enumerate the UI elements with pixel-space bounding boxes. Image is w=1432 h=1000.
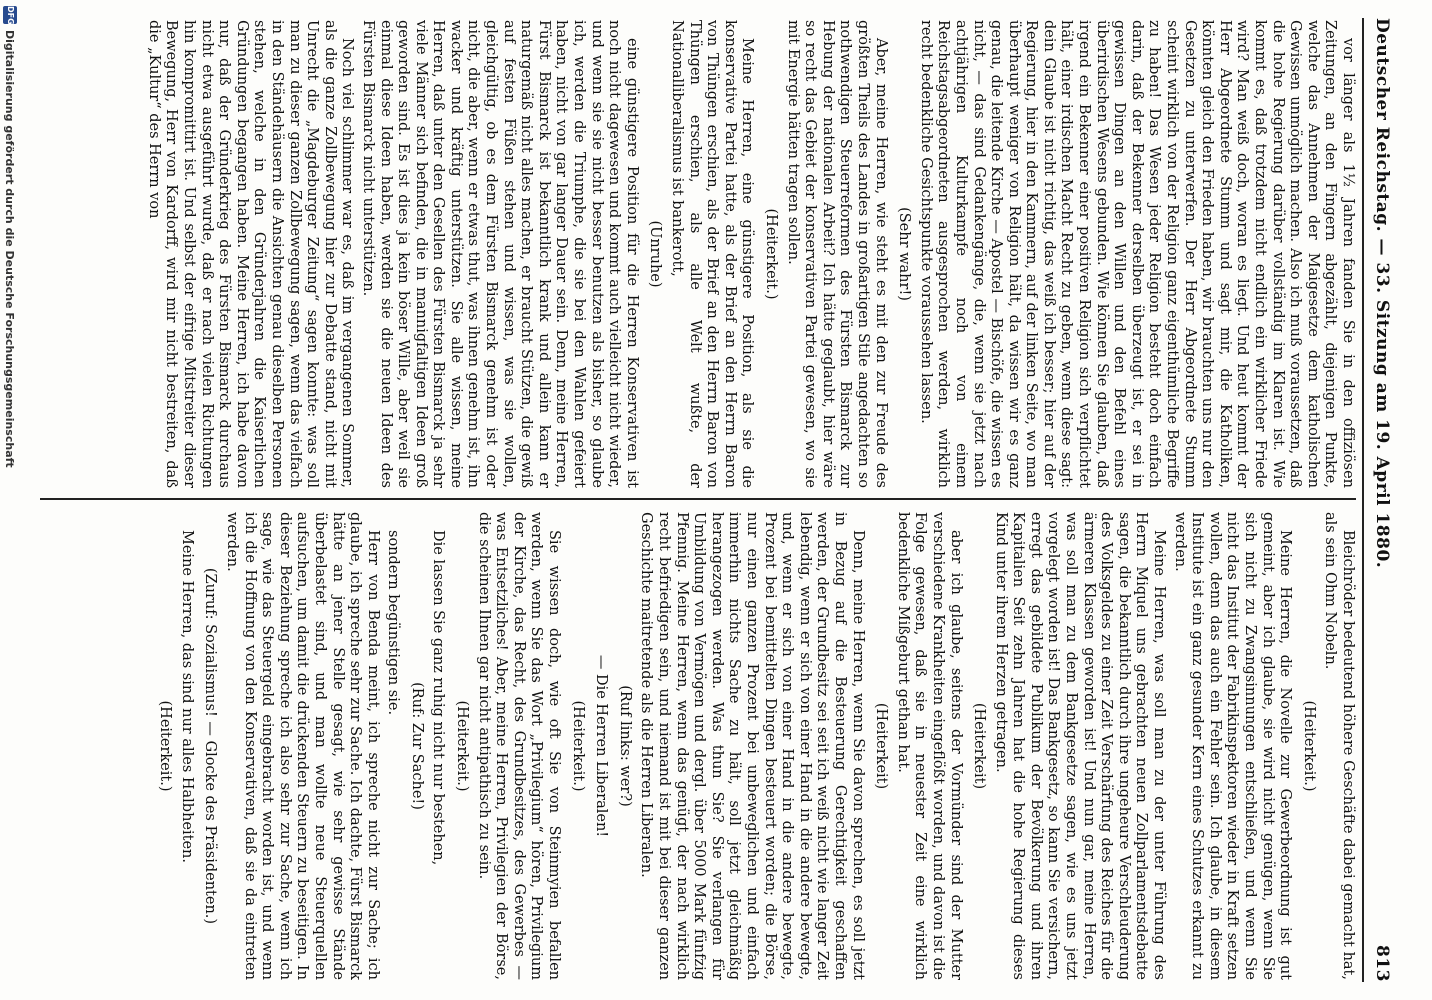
interjection: (Heiterkeit.) — [763, 208, 779, 300]
paragraph: aber ich glaube, seitens der Vormünder sind der Mutter verschiedene Krankheiten eingeflößt worden, und davon ist die Folge gewesen, daß sie in neuester Zeit eine wirklich bedenkliche Mißgeburt gethan hat. — [894, 512, 964, 980]
page-number: 813 — [1372, 945, 1392, 982]
interjection: (Sehr wahr!) — [896, 207, 913, 301]
paragraph: Meine Herren, die Novelle zur Gewerbeordnung ist gut gemeint, aber ich glaube, sie wird nicht genügen, wenn Sie sich nicht zu Zwangsinnungen entschließen, und wenn Sie nicht das Institut der Fabrikinspektoren wieder in Kraft setzen wollen, denn das auch ein Fehler sein. Ich glaube, in diesem Institute ist ein ganz gesunder Kern eines Schutzes erkannt zu werden. — [1171, 512, 1294, 980]
paragraph: vor länger als 1½ Jahren fanden Sie in den offiziösen Zeitungen, an den Fingern abgezählt, diejenigen Punkte, welche das Annehmen der Maigesetze dem katholischen Gewissen unmöglich machen. Also ich muß voraussetzen, daß die hohe Regierung darüber vollständig im Klaren ist. Wie kommt es, daß trotzdem nicht endlich ein wirklicher Friede wird? Man weiß doch, woran es liegt. Und heut kommt der Herr Abgeordnete Stumm und sagt mir, die Katholiken, könnten gleich den Frieden haben, wir brauchten uns nur den Gesetzen zu unterwerfen. Der Herr Abgeordnete Stumm scheint wirklich von der Religion ganz eigenthümliche Begriffe zu haben! Das Wesen jeder Religion besteht doch einfach darin, daß der Bekenner derselben überzeugt ist, er sei in gewissen Dingen an den Willen und den Befehl eines überirdischen Wesens gebunden. Wie können Sie glauben, daß irgend ein Bekenner einer positiven Religion sich verpflichtet hält, einer irdischen Macht Recht zu geben, wenn diese sagt: dein Glaube ist nicht richtig, das weiß ich besser; hier auf der Regierung, hier in den Kammern, auf der linken Seite, wo man überhaupt weniger von Religion hält, da wissen wir es ganz genau, die leitende Kirche — Apostel — Bischöfe, die wissen es nicht, — das sind Gedankengänge, die, wenn sie jetzt nach achtjährigen Kulturkampfe noch von einem Reichstagsabgeordneten ausgesprochen werden, wirklich recht bedenkliche Gesichtspunkte voraussehen lassen. — [917, 20, 1356, 488]
header-title: Deutscher Reichstag. — 33. Sitzung am 19. April 1880. — [1372, 18, 1392, 569]
interjection: (Heiterkeit.) — [157, 700, 174, 792]
column-divider — [40, 498, 1356, 500]
left-column — [40, 20, 1356, 488]
paragraph: Sie wissen doch, wie oft Sie von Steinmyien befallen werden, wenn Sie das Wort „Privilegium“ hören, Privilegium der Kirche, das Recht, des Grundbesitzes, des Gewerbes — was Entsetzliches! Aber, meine Herren, Privilegien der Börse, die scheinen Ihnen gar nicht antipathisch zu sein. — [475, 512, 563, 980]
paragraph: Meine Herren, eine günstigere Position, als sie die konservative Partei hatte, als der Brief an den Herrn Baron von Thüngen erschien, als der Brief an den Herrn Baron von Thüngen erschien, als alle Welt wußte, der Nationalliberalismus ist bankerott, — [669, 20, 756, 488]
paragraph: eine günstigere Position für die Herren Konservativen ist noch nicht dagewesen und kommt auch vielleicht nicht wieder, und wenn sie sie nicht besser benutzen als bisher, so glaube ich, werden die Triumphe, die sie bei den Wahlen gefeiert haben, nicht von gar langer Dauer sein. Denn, meine Herren, Fürst Bismarck ist bekanntlich krank und allein kann er naturgemäß nicht alles machen, er braucht Stützen, die gewiß auf festen Füßen stehen und wissen, was sie wollen, gleichgültig, ob es dem Fürsten Bismarck genehm ist oder nicht, die aber, wenn er etwas thut, was ihnen genehm ist, ihn wacker und kräftig unterstützen. Sie alle wissen, meine Herren, daß unter den Gesellen des Fürsten Bismarck ja sehr viele Männer sich befinden, die in mannigfaltigen Ideen groß geworden sind. Es ist dies ja kein böser Wille, aber weil sie einmal diese Ideen haben, werden sie die neuen Ideen des Fürsten Bismarck nicht unterstützen. — [359, 20, 640, 488]
credit-text: Digitalisierung gefördert durch die Deutsche Forschungsgemeinschaft — [3, 30, 16, 468]
interjection: (Heiterkeit) — [873, 702, 890, 790]
paragraph: Meine Herren, das sind nur alles Halbheiten. — [178, 530, 195, 863]
dfg-logo: DFG — [3, 6, 17, 24]
paragraph: Meine Herren, was soll man zu der unter Führung des Herrn Miquel uns gebrachten neuen Zollparlamentsdebatte sagen, die bekanntlich durch ihre ungeheure Verschleuderung des Volksgeldes zu einer Zeit Verschärfung des Reiches für die ärmeren Klassen geworden ist! Und nun gar, meine Herren, was soll man zu dem Bankgesetze sagen, wie es uns jetzt vorgelegt worden ist! Das Bankgesetz, so kann Sie versichern, erregt das gebildete Publikum der Bevölkerung und ihren Kapitalien Seit zehn Jahren hat die hohe Regierung dieses Kind unter ihrem Herzen getragen. — [992, 512, 1168, 980]
interjection: (Ruf: Zur Sache!) — [408, 682, 425, 810]
interjection: (Ruf links: wer?) — [616, 685, 633, 807]
paragraph: Die lassen Sie ganz ruhig nicht nur bestehen, — [430, 530, 447, 866]
right-column — [40, 512, 1356, 980]
paragraph: Noch viel schlimmer war es, daß im vergangenen Sommer, als die ganze Zollbewegung hier zur Debatte stand, nicht mit Unrecht die „Magdeburger Zeitung“ sagen konnte: was soll man zu dieser ganzen Zollbewegung sagen, wenn das vielfach in den Ständehäusern die Ansichten genau dieselben Personen stehen, welche in den Gründerjahren die Kaiserlichen Gründungen begangen haben. Meine Herren, ich habe davon nur, daß der Gründerkrieg des Fürsten Bismarck durchaus nicht etwa ausgeführt wurde, daß er nach vielen Richtungen hin kompromittirt ist. Und selbst der eifrige Mitstreiter dieser Bewegung, Herr von Kardorff, wird mir nicht bestreiten, daß die „Kultur“ des Herrn von — [145, 20, 356, 488]
interjection: (Unruhe) — [647, 220, 664, 288]
header-rule — [1362, 18, 1364, 982]
paragraph: Aber, meine Herren, wie steht es mit den zur Freude des größten Theils des Landes in großartigen Stile angedachten so nothwendigen Steuerreformen des Fürsten Bismarck zur Hebung der nationalen Arbeit? Ich hätte geglaubt, hier wäre so recht das Gebiet der konservativen Partei gewesen, wo sie mit Energie hätten tragen sollen. — [784, 20, 889, 488]
interjection: (Heiterkeit.) — [569, 700, 586, 792]
paragraph: Herr von Benda meint, ich spreche nicht zur Sache; ich glaube, ich spreche sehr zur Sache. Ich dachte, Fürst Bismarck hätte an jener Stelle gesagt, wie sehr gewisse Stände überbelastet sind, und man wollte neue Steuerquellen aufsuchen, um damit die drückenden Steuern zu beseitigen. In dieser Beziehung spreche ich also sehr zur Sache, wenn ich sage, wie das Steuergeld eingebracht worden ist, und wenn ich die Hoffnung von den Konservativen, daß sie da eintreten werden. — [223, 512, 381, 980]
digitization-credit — [0, 0, 18, 1000]
paragraph: Bleichröder bedeutend höhere Geschäfte dabei gemacht hat, als sein Ohm Nobeln. — [1322, 512, 1356, 980]
interjection: (Zuruf: Sozialismus! — Glocke des Präsidenten.) — [202, 567, 219, 925]
paragraph: sondern begünstigen sie. — [385, 530, 402, 716]
interjection: — Die Herren Liberalen! — [593, 654, 610, 838]
interjection: (Heiterkeit.) — [1300, 700, 1317, 792]
page-header — [1366, 18, 1392, 982]
interjection: (Heiterkeit.) — [454, 700, 471, 792]
interjection: (Heiterkeit) — [971, 702, 988, 790]
paragraph: Denn, meine Herren, wenn Sie davon sprechen, es soll jetzt in Bezug auf die Besteuerung Gerechtigkeit geschaffen werden, der Grundbesitz sei seit ich weiß nicht wie langer Zeit lebendig, wenn er sich von einer Hand in die andere bewegte, und, wenn er sich von einer Hand in die andere bewegte, Prozent bei bemittelten Dingen besteuert worden; die Börse, nur einen ganzen Prozent bei unbeweglichen und einfach immerhin nichts Sache zu hält, soll jetzt gleichmäßig herangezogen werden. Was thun Sie? Sie verlangen für Umbildung von Vermögen und dergl. über 5000 Mark fünfzig Pfennig. Meine Herren, wenn das genügt, der nach wirklich recht befriedigen sein, und niemand ist mit bei dieser ganzen Geschichte maitretende als die Herren Liberalen. — [638, 512, 866, 980]
